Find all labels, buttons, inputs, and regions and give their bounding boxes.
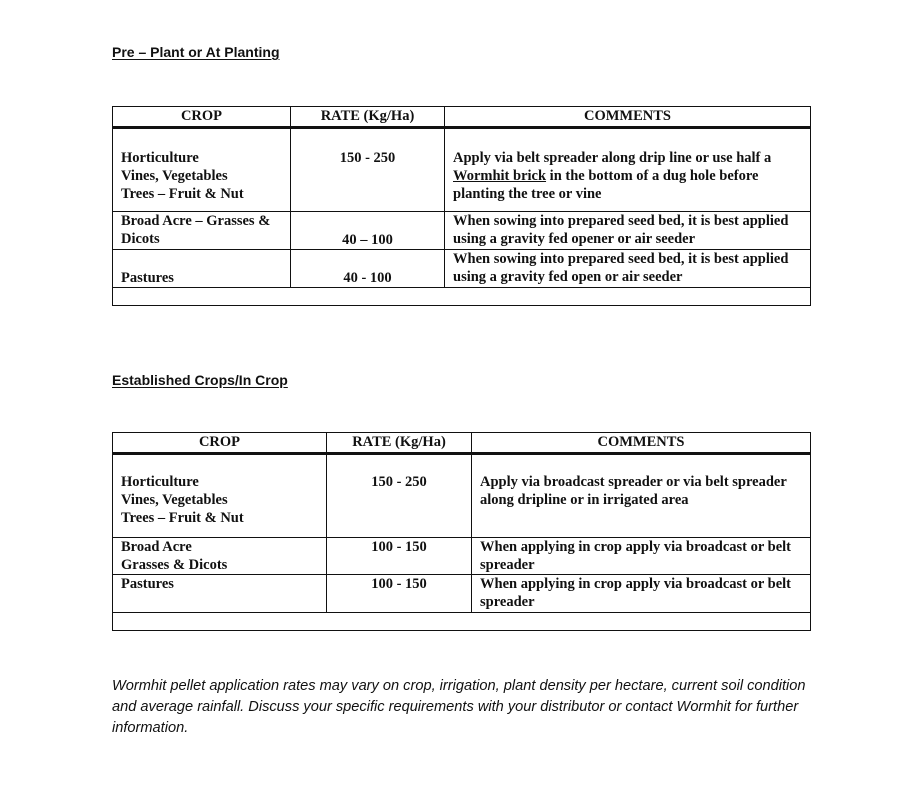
- comment-cell: Apply via broadcast spreader or via belt spreader along dripline or in irrigated area: [472, 454, 811, 538]
- footer-note: Wormhit pellet application rates may vary on crop, irrigation, plant density per hectare, current soil condition and average rainfall. Discuss your specific requirements with your distributor or contact Wormhit for further information.: [112, 678, 806, 736]
- section2-heading: Established Crops/In Crop: [112, 372, 288, 388]
- section1-heading: Pre – Plant or At Planting: [112, 44, 280, 60]
- empty-row: [113, 613, 811, 631]
- pre-plant-rates-table: [112, 106, 811, 306]
- comment-cell: Apply via belt spreader along drip line or use half a Wormhit brick in the bottom of a dug hole before planting the tree or vine: [445, 128, 811, 212]
- comments-header: COMMENTS: [472, 433, 811, 454]
- rate-cell: 100 - 150: [327, 575, 472, 613]
- crop-cell: Horticulture Vines, Vegetables Trees – Fruit & Nut: [113, 128, 291, 212]
- crop-cell: Horticulture Vines, Vegetables Trees – Fruit & Nut: [113, 454, 327, 538]
- comment-cell: When applying in crop apply via broadcast or belt spreader: [472, 538, 811, 575]
- crop-cell: Broad Acre Grasses & Dicots: [113, 538, 327, 575]
- rate-header: RATE (Kg/Ha): [291, 107, 445, 128]
- table-row: [113, 454, 811, 538]
- crop-cell: Pastures: [113, 250, 291, 288]
- crop-header: CROP: [113, 433, 327, 454]
- table-row: [113, 538, 811, 575]
- crop-cell: Broad Acre – Grasses & Dicots: [113, 212, 291, 250]
- table-row: [113, 575, 811, 613]
- comment-cell: When sowing into prepared seed bed, it is best applied using a gravity fed open or air seeder: [445, 250, 811, 288]
- table-row: [113, 128, 811, 212]
- established-crops-rates-table: [112, 432, 811, 631]
- table-header-row: [113, 433, 811, 454]
- rate-header: RATE (Kg/Ha): [327, 433, 472, 454]
- rate-cell: 150 - 250: [327, 454, 472, 538]
- rate-cell: 40 - 100: [291, 250, 445, 288]
- empty-row: [113, 288, 811, 306]
- rate-cell: 40 – 100: [291, 212, 445, 250]
- table-header-row: [113, 107, 811, 128]
- crop-cell: Pastures: [113, 575, 327, 613]
- rate-cell: 150 - 250: [291, 128, 445, 212]
- comment-cell: When applying in crop apply via broadcast or belt spreader: [472, 575, 811, 613]
- rate-cell: 100 - 150: [327, 538, 472, 575]
- comments-header: COMMENTS: [445, 107, 811, 128]
- comment-cell: When sowing into prepared seed bed, it is best applied using a gravity fed opener or air seeder: [445, 212, 811, 250]
- crop-header: CROP: [113, 107, 291, 128]
- wormhit-brick-link[interactable]: Wormhit brick: [453, 168, 547, 184]
- table-row: [113, 250, 811, 288]
- table-row: [113, 212, 811, 250]
